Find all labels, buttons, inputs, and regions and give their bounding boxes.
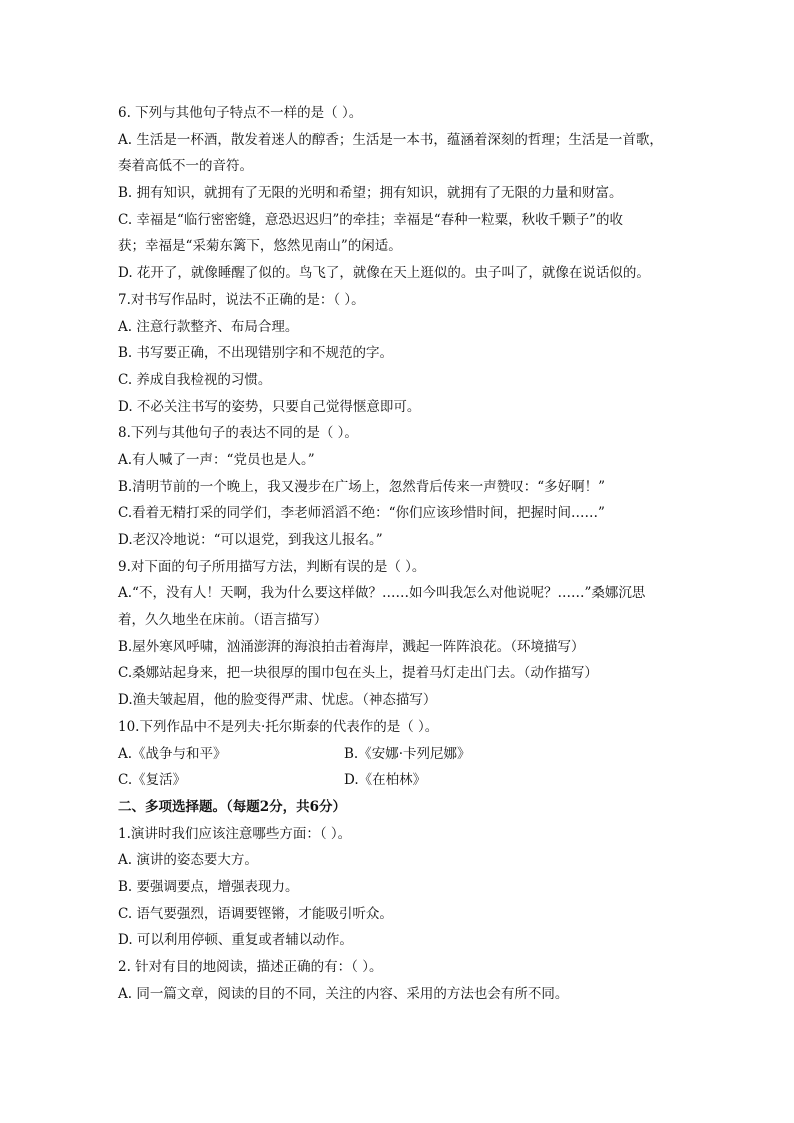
section2-heading: 二、多项选择题。（每题2分，共6分） [118,798,347,815]
q10-option-d: D.《在柏林》 [344,772,427,789]
m1-option-b: B. 要强调要点，增强表现力。 [118,878,299,895]
q8-option-a: A.有人喊了一声：“党员也是人。” [118,451,315,468]
q7-option-a: A. 注意行款整齐、布局合理。 [118,318,299,335]
q10-stem: 10.下列作品中不是列夫·托尔斯泰的代表作的是（ ）。 [118,718,439,735]
q9-option-b: B.屋外寒风呼啸，汹涌澎湃的海浪拍击着海岸，溅起一阵阵浪花。（环境描写） [118,638,585,655]
q10-options-row2 [118,767,698,794]
q6-option-a-line2: 奏着高低不一的音符。 [118,158,253,175]
q9-option-d: D.渔夫皱起眉，他的脸变得严肃、忧虑。（神态描写） [118,692,437,709]
q9-option-c: C.桑娜站起身来，把一块很厚的围巾包在头上，提着马灯走出门去。（动作描写） [118,665,598,682]
q10-option-a: A.《战争与和平》 [118,745,227,762]
q7-stem: 7.对书写作品时，说法不正确的是：（ ）。 [118,291,365,308]
q10-option-c: C.《复活》 [118,772,187,789]
q6-option-b: B. 拥有知识，就拥有了无限的光明和希望；拥有知识，就拥有了无限的力量和财富。 [118,185,623,202]
m2-stem: 2. 针对有目的地阅读，描述正确的有：（ ）。 [118,959,383,975]
m1-option-a: A. 演讲的姿态要大方。 [118,852,258,869]
q8-option-c: C.看着无精打采的同学们，李老师滔滔不绝：“你们应该珍惜时间，把握时间……” [118,505,605,522]
q6-option-c-line2: 获；幸福是“采菊东篱下，悠然见南山”的闲适。 [118,238,402,255]
m1-option-c: C. 语气要强烈，语调要铿锵，才能吸引听众。 [118,905,393,922]
q8-option-b: B.清明节前的一个晚上，我又漫步在广场上，忽然背后传来一声赞叹：“多好啊！” [118,478,606,495]
q9-option-a-line1: A.“不，没有人！天啊，我为什么要这样做？……如今叫我怎么对他说呢？……”桑娜沉思 [118,585,646,602]
q6-stem: 6. 下列与其他句子特点不一样的是（ ）。 [118,105,363,121]
q10-option-b: B.《安娜·卡列尼娜》 [344,745,471,762]
q8-stem: 8.下列与其他句子的表达不同的是（ ）。 [118,425,358,442]
q6-option-a-line1: A. 生活是一杯酒，散发着迷人的醇香；生活是一本书，蕴涵着深刻的哲理；生活是一首歌， [118,131,663,148]
exam-page [118,100,698,1007]
m1-option-d: D. 可以利用停顿、重复或者辅以动作。 [118,932,353,949]
q7-option-b: B. 书写要正确，不出现错别字和不规范的字。 [118,345,394,362]
m1-stem: 1.演讲时我们应该注意哪些方面：（ ）。 [118,825,352,842]
m2-option-a: A. 同一篇文章，阅读的目的不同，关注的内容、采用的方法也会有所不同。 [118,985,569,1002]
q7-option-d: D. 不必关注书写的姿势，只要自己觉得惬意即可。 [118,398,421,415]
q7-option-c: C. 养成自我检视的习惯。 [118,371,272,388]
q10-options-row1 [118,741,698,768]
q9-stem: 9.对下面的句子所用描写方法，判断有误的是（ ）。 [118,558,426,575]
q6-option-c-line1: C. 幸福是“临行密密缝，意恐迟迟归”的牵挂；幸福是“春种一粒粟，秋收千颗子”的收 [118,211,624,228]
q8-option-d: D.老汉冷地说：“可以退党，到我这儿报名。” [118,532,383,548]
q9-option-a-line2: 着，久久地坐在床前。（语言描写） [118,612,328,629]
q6-option-d: D. 花开了，就像睡醒了似的。鸟飞了，就像在天上逛似的。虫子叫了，就像在说话似的。 [118,265,650,282]
